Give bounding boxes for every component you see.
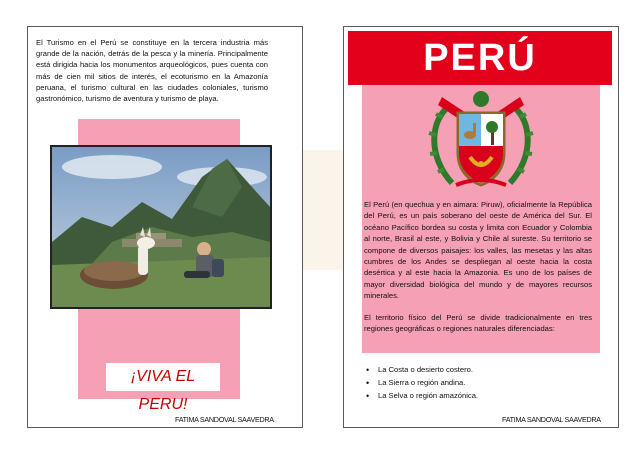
peru-description [364,199,592,344]
description-paragraph-2: El territorio físico del Perú se divide tradicionalmente en tres regiones geográficas o regiones naturales diferenciadas: [364,312,592,334]
title-banner [348,31,612,85]
list-item: • La Sierra o región andina. [364,377,594,389]
left-page [27,26,303,428]
description-paragraph-1: El Perú (en quechua y en aimara: Piruw), oficialmente la República del Perú, es un país soberano del oeste de América del Sur. El océano Pacífico bordea su costa y limita con Ecuador y Colombia al norte, Brasil al este, y Bolivia y Chile al sureste. Su territorio se compone de diversos paisajes: los valles, las mesetas y las altas cumbres de los Andes se despliegan al oeste hacia la costa desértica y al este hacia la Amazonia. Es uno de los países de mayor diversidad biológica del mundo y de mayores recursos minerales. [364,200,592,301]
list-item: • La Costa o desierto costero. [364,364,594,376]
machu-picchu-llama-icon [52,147,270,307]
author-right: FATIMA SANDOVAL SAAVEDRA [502,415,601,424]
coat-of-arms-icon [412,87,550,195]
regions-list [364,364,594,403]
tourism-intro-text: El Turismo en el Perú se constituye en la tercera industria más grande de la nación, detrás de la pesca y la minería. Principalmente está dirigida hacia los monumentos arqueológicos, pues cuenta con más de cien mil sitios de interés, el ecoturismo en la Amazonía peruana, el turismo cultural en las ciudades coloniales, turismo gastronómico, turismo de aventura y turismo de playa. [36,38,268,104]
crest-container [412,87,550,195]
machu-picchu-photo [50,145,272,309]
slogan: ¡VIVA EL PERU! [106,363,220,391]
page-title: PERÚ [423,37,537,79]
author-left: FATIMA SANDOVAL SAAVEDRA [175,415,274,424]
list-item: • La Selva o región amazónica. [364,390,594,402]
background-watermark [300,150,344,270]
right-page [343,26,619,428]
